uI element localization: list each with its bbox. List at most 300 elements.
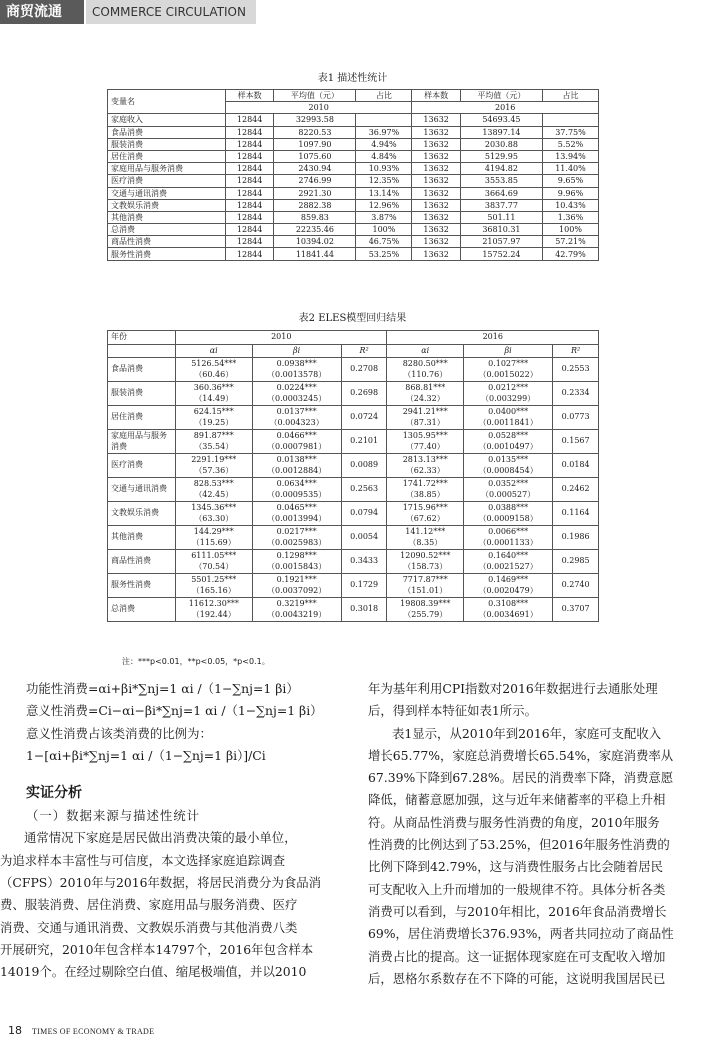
table2-sub-header-row [108, 345, 599, 358]
table1-cell: 12844 [225, 236, 273, 248]
table2-cell [464, 502, 553, 526]
text-line: 67.39%下降到67.28%。居民的消费率下降，消费意愿 [368, 770, 674, 786]
table2-row-name: 居住消费 [108, 406, 176, 430]
table2-se: （0.000527） [481, 489, 536, 499]
table2-coef: 0.3707 [561, 604, 590, 614]
table2-se: （87.31） [405, 417, 445, 427]
table2-se: （0.0015022） [478, 369, 538, 379]
table2-coef: 0.1298*** [276, 551, 317, 560]
table2-se: （0.0003245） [266, 393, 327, 403]
table1-year: 2016 [412, 102, 599, 114]
table1-cell: 13632 [412, 236, 460, 248]
table2-cell [464, 382, 553, 406]
table2-coef: 0.2698 [350, 388, 379, 398]
table2-coef: 2941.21*** [402, 407, 448, 416]
table1-row [108, 126, 599, 138]
table2-coef: 0.0938*** [276, 359, 317, 368]
table2-coef: 141.12*** [405, 527, 446, 536]
table2-row [108, 550, 599, 574]
table1-row [108, 187, 599, 199]
table2-cell [341, 358, 387, 382]
table2-cell [464, 478, 553, 502]
table1-cell: 8220.53 [274, 126, 356, 138]
table2-se: （24.32） [405, 393, 445, 403]
table2-coef: 0.0388*** [488, 503, 529, 512]
table2-coef: 891.87*** [193, 431, 234, 440]
table2-se: （0.0007981） [266, 441, 327, 451]
table2-se: （0.004323） [269, 417, 324, 427]
table2-coef: 0.0217*** [276, 527, 317, 536]
table1-cell: 13632 [412, 211, 460, 223]
table2-coef: 2291.19*** [191, 455, 237, 464]
table1-row [108, 175, 599, 187]
table2-cell [341, 406, 387, 430]
table1-cell: 食品消费 [108, 126, 226, 138]
table1-header-cell: 占比 [356, 90, 412, 102]
table2-cell [176, 550, 253, 574]
text-line: 为追求样本丰富性与可信度，本文选择家庭追踪调查 [0, 852, 285, 868]
table2-coef: 19808.39*** [400, 599, 451, 608]
table1-cell: 12844 [225, 150, 273, 162]
table2-cell [341, 574, 387, 598]
table1-cell: 21057.97 [460, 236, 542, 248]
table1-row [108, 199, 599, 211]
text-line: 69%，居住消费增长376.93%，两者共同拉动了商品性 [368, 926, 674, 942]
table1-cell: 12844 [225, 187, 273, 199]
table2-cell [464, 430, 553, 454]
table1-header-cell: 平均值（元） [274, 90, 356, 102]
table1-cell: 12844 [225, 199, 273, 211]
table2-coef: 0.0212*** [488, 383, 529, 392]
table2-coef: 0.2985 [561, 556, 590, 566]
table1-cell: 42.79% [542, 248, 598, 260]
table1-cell: 居住消费 [108, 150, 226, 162]
table1-cell: 13897.14 [460, 126, 542, 138]
table2-cell [553, 406, 599, 430]
table2-se: （63.30） [194, 513, 234, 523]
table2-se: （115.69） [191, 537, 236, 547]
table1-row [108, 236, 599, 248]
table2-cell [176, 502, 253, 526]
table2-cell [553, 550, 599, 574]
table2-coef: 0.2740 [561, 580, 590, 590]
table2-year-label: 年份 [108, 331, 176, 345]
page-number: 18 [8, 1024, 22, 1037]
table2-year: 2010 [176, 331, 387, 345]
table1-cell: 5129.95 [460, 150, 542, 162]
text-line: 降低，储蓄意愿加强，这与近年来储蓄率的平稳上升相 [368, 792, 666, 808]
table1-cell: 13632 [412, 224, 460, 236]
table2-se: （35.54） [194, 441, 234, 451]
table1-cell: 12844 [225, 126, 273, 138]
table2-sub-header: βi [252, 345, 341, 358]
table2-cell [387, 550, 464, 574]
table2-se: （0.0010497） [478, 441, 538, 451]
text-line: 增长65.77%，家庭总消费增长65.54%，家庭消费率从 [368, 747, 674, 763]
table1-cell: 13632 [412, 248, 460, 260]
table2-cell [553, 502, 599, 526]
table2-cell [387, 502, 464, 526]
table2-se: （0.0021527） [478, 561, 538, 571]
table1-cell: 服装消费 [108, 138, 226, 150]
table1-header-row [108, 90, 599, 102]
table2-se: （0.0043219） [266, 609, 327, 619]
table2-coef: 8280.50*** [402, 359, 448, 368]
table2-se: （67.62） [405, 513, 445, 523]
table1-cell: 12844 [225, 248, 273, 260]
table2-coef: 0.0352*** [488, 479, 529, 488]
table2-cell [464, 598, 553, 622]
table2-cell [252, 406, 341, 430]
table2-se: （0.0009535） [266, 489, 327, 499]
table2-coef: 0.0137*** [276, 407, 317, 416]
table2-coef: 7717.87*** [402, 575, 448, 584]
table1-cell: 9.65% [542, 175, 598, 187]
table2-coef: 0.3108*** [488, 599, 529, 608]
table1-cell: 12.35% [356, 175, 412, 187]
table2 [107, 330, 599, 622]
table1-row [108, 138, 599, 150]
table2-cell [252, 598, 341, 622]
table1-cell: 13.14% [356, 187, 412, 199]
page-footer [0, 1022, 705, 1043]
table1-cell: 4.94% [356, 138, 412, 150]
table2-se: （0.0015843） [266, 561, 327, 571]
table1-caption: 表1 描述性统计 [317, 73, 388, 84]
table2-coef: 624.15*** [193, 407, 234, 416]
table2-coef: 1345.36*** [191, 503, 237, 512]
table2-cell [341, 598, 387, 622]
table2-row-name: 商品性消费 [108, 550, 176, 574]
table1 [107, 89, 599, 261]
table2-coef: 0.0054 [350, 532, 379, 542]
table2-coef: 0.1640*** [488, 551, 529, 560]
text-line: 消费、交通与通讯消费、文教娱乐消费与其他消费八类 [0, 919, 298, 935]
table1-cell: 2430.94 [274, 163, 356, 175]
table1-row [108, 114, 599, 126]
table2-se: （0.0012884） [266, 465, 327, 475]
table2-se: （70.54） [194, 561, 234, 571]
table1-row [108, 248, 599, 260]
table2-coef: 0.2563 [350, 484, 379, 494]
table2-coef: 2813.13*** [402, 455, 448, 464]
table1-cell: 13632 [412, 150, 460, 162]
table2-cell [252, 454, 341, 478]
table2-cell [341, 550, 387, 574]
subsection-title: （一）数据来源与描述性统计 [26, 808, 201, 824]
table1-cell: 4194.82 [460, 163, 542, 175]
text-line: 符。从商品性消费与服务性消费的角度，2010年服务 [368, 814, 660, 830]
table2-row [108, 454, 599, 478]
table2-coef: 0.3018 [350, 604, 379, 614]
table1-cell: 5.52% [542, 138, 598, 150]
table2-row [108, 526, 599, 550]
formula-ratio-label: 意义性消费占该类消费的比例为： [26, 725, 212, 741]
table2-coef: 0.0528*** [488, 431, 529, 440]
table1-cell: 9.96% [542, 187, 598, 199]
table2-coef: 0.0138*** [276, 455, 317, 464]
text-line: 比例下降到42.79%，这与消费性服务占比会随着居民 [368, 859, 664, 875]
table1-cell: 服务性消费 [108, 248, 226, 260]
table1-cell: 13632 [412, 187, 460, 199]
table2-coef: 5501.25*** [191, 575, 237, 584]
table1-cell: 22235.46 [274, 224, 356, 236]
text-line: 通常情况下家庭是居民做出消费决策的最小单位， [24, 830, 297, 846]
table1-cell: 12844 [225, 114, 273, 126]
table1-cell: 文教娱乐消费 [108, 199, 226, 211]
table2-cell [176, 358, 253, 382]
table1-cell: 100% [542, 224, 598, 236]
table2-se: （19.25） [194, 417, 234, 427]
formula-ratio: 1−[αi+βi*∑nj=1 αi /（1−∑nj=1 βi）]/Ci [26, 747, 266, 763]
table2-se: （8.35） [408, 537, 443, 547]
table1-header-cell: 平均值（元） [460, 90, 542, 102]
table1-cell: 3.87% [356, 211, 412, 223]
table2-coef: 0.3219*** [276, 599, 317, 608]
table2-cell [553, 382, 599, 406]
table2-coef: 0.1921*** [276, 575, 317, 584]
table1-year: 2010 [225, 102, 412, 114]
table2-sub-header: αi [176, 345, 253, 358]
table2-cell [553, 430, 599, 454]
table2-cell [553, 574, 599, 598]
table2-cell [387, 598, 464, 622]
table2-coef: 0.0634*** [276, 479, 317, 488]
table2-se: （57.36） [194, 465, 234, 475]
section-label-en: COMMERCE CIRCULATION [86, 0, 256, 24]
table2-cell [341, 526, 387, 550]
table2-cell [341, 382, 387, 406]
table2-cell [553, 358, 599, 382]
table1-row [108, 163, 599, 175]
table1-cell: 36810.31 [460, 224, 542, 236]
table2-cell [387, 430, 464, 454]
table1-header-cell: 样本数 [225, 90, 273, 102]
table1-cell: 13632 [412, 199, 460, 211]
table2-se: （255.79） [403, 609, 448, 619]
table2-se: （110.76） [403, 369, 448, 379]
table2-row-name: 家庭用品与服务消费 [108, 430, 176, 454]
table2-coef: 0.0794 [350, 508, 379, 518]
text-line: 年为基年利用CPI指数对2016年数据进行去通胀处理 [368, 681, 658, 696]
table2-se: （77.40） [405, 441, 445, 451]
table2-se: （0.0034691） [478, 609, 538, 619]
table2-se: （14.49） [194, 393, 234, 403]
table2-coef: 0.1164 [561, 508, 590, 518]
table1-cell: 13632 [412, 163, 460, 175]
table2-year-row [108, 331, 599, 345]
table2-coef: 0.0089 [350, 460, 379, 470]
table2-coef: 0.0400*** [488, 407, 529, 416]
table2-row [108, 574, 599, 598]
table1-header-cell: 变量名 [108, 90, 226, 114]
table1-cell: 37.75% [542, 126, 598, 138]
right-column [368, 678, 705, 990]
text-line: （CFPS）2010年与2016年数据，将居民消费分为食品消 [0, 875, 322, 891]
table2-cell [464, 550, 553, 574]
table1-row [108, 211, 599, 223]
table2-coef: 0.1729 [350, 580, 379, 590]
table2-note: 注：***p<0.01，**p<0.05，*p<0.1。 [122, 657, 270, 666]
table2-coef: 868.81*** [405, 383, 446, 392]
table2-coef: 5126.54*** [191, 359, 237, 368]
table2-row-name: 食品消费 [108, 358, 176, 382]
table2-cell [252, 574, 341, 598]
table2-se: （0.0020479） [478, 585, 538, 595]
table2-cell [387, 526, 464, 550]
table1-header-cell: 占比 [542, 90, 598, 102]
table2-cell [252, 430, 341, 454]
table2-cell [252, 358, 341, 382]
table2-coef: 0.1567 [561, 436, 590, 446]
table1-cell: 12844 [225, 163, 273, 175]
table2-coef: 0.1986 [561, 532, 590, 542]
table1-cell: 46.75% [356, 236, 412, 248]
table1-cell: 2746.99 [274, 175, 356, 187]
table1-cell: 15752.24 [460, 248, 542, 260]
table2-coef: 144.29*** [193, 527, 234, 536]
table2-row-name: 其他消费 [108, 526, 176, 550]
table2-row-name: 医疗消费 [108, 454, 176, 478]
table1-cell: 1075.60 [274, 150, 356, 162]
table2-sub-header: R² [553, 345, 599, 358]
table1-cell [356, 114, 412, 126]
table2-cell [252, 550, 341, 574]
table2-cell [387, 406, 464, 430]
table2-coef: 0.0773 [561, 412, 590, 422]
table2-sub-header: αi [387, 345, 464, 358]
table1-cell: 总消费 [108, 224, 226, 236]
table2-cell [464, 406, 553, 430]
table2-row [108, 430, 599, 454]
table2-se: （0.0011841） [478, 417, 538, 427]
table2-cell [252, 502, 341, 526]
table1-cell: 其他消费 [108, 211, 226, 223]
right-paragraph [368, 678, 705, 990]
text-line: 表1显示，从2010年到2016年，家庭可支配收入 [392, 725, 662, 741]
table1-cell: 10.93% [356, 163, 412, 175]
table1-cell: 13632 [412, 114, 460, 126]
table1-cell: 11.40% [542, 163, 598, 175]
table2-cell [341, 478, 387, 502]
table2-cell [341, 502, 387, 526]
table2-se: （0.0037092） [266, 585, 327, 595]
table2-cell [176, 478, 253, 502]
formula-meaningful: 意义性消费=Ci−αi−βi*∑nj=1 αi /（1−∑nj=1 βi） [26, 703, 323, 719]
table1-cell: 2882.38 [274, 199, 356, 211]
table1-cell: 医疗消费 [108, 175, 226, 187]
table1-row [108, 150, 599, 162]
table2-cell [464, 358, 553, 382]
table1-cell: 501.11 [460, 211, 542, 223]
table1-header-cell: 样本数 [412, 90, 460, 102]
table1-cell: 10394.02 [274, 236, 356, 248]
table1-cell: 13.94% [542, 150, 598, 162]
table2-se: （42.45） [194, 489, 234, 499]
table2-coef: 0.0224*** [276, 383, 317, 392]
formula-functional: 功能性消费=αi+βi*∑nj=1 αi /（1−∑nj=1 βi） [26, 681, 299, 696]
table2-se: （0.003299） [481, 393, 536, 403]
table2-row [108, 478, 599, 502]
table2-cell [252, 526, 341, 550]
table2-cell [176, 574, 253, 598]
table2-cell [387, 358, 464, 382]
table1-cell: 1097.90 [274, 138, 356, 150]
table1-cell: 12844 [225, 211, 273, 223]
table2-cell [464, 574, 553, 598]
table2-cell [252, 478, 341, 502]
text-line: 后，得到样本特征如表1所示。 [368, 703, 537, 719]
table2-cell [341, 430, 387, 454]
table2-coef: 0.2553 [561, 364, 590, 374]
text-line: 开展研究，2010年包含样本14797个，2016年包含样本 [0, 941, 314, 957]
table1-cell: 3664.69 [460, 187, 542, 199]
table2-cell [341, 454, 387, 478]
table2-cell [176, 430, 253, 454]
table1-cell: 12844 [225, 138, 273, 150]
table2-se: （0.0013578） [266, 369, 327, 379]
table1-cell: 3837.77 [460, 199, 542, 211]
table2-year: 2016 [387, 331, 599, 345]
table1-cell: 交通与通讯消费 [108, 187, 226, 199]
table2-coef: 0.0135*** [488, 455, 529, 464]
table2-se: （158.73） [403, 561, 448, 571]
table2-cell [176, 454, 253, 478]
table2-coef: 1305.95*** [402, 431, 448, 440]
table2-cell [387, 574, 464, 598]
table2-coef: 0.0066*** [488, 527, 529, 536]
table2-se: （192.44） [191, 609, 236, 619]
table2-cell [553, 526, 599, 550]
section-title: 实证分析 [26, 785, 82, 802]
table2-coef: 0.1027*** [488, 359, 529, 368]
table1-cell: 53.25% [356, 248, 412, 260]
table2-coef: 0.0465*** [276, 503, 317, 512]
table1-cell: 家庭用品与服务消费 [108, 163, 226, 175]
table1-cell: 57.21% [542, 236, 598, 248]
table2-coef: 0.2708 [350, 364, 379, 374]
table1-cell: 家庭收入 [108, 114, 226, 126]
table2-se: （165.16） [191, 585, 236, 595]
table1-cell: 2030.88 [460, 138, 542, 150]
table2-coef: 360.36*** [193, 383, 234, 392]
table1-cell: 54693.45 [460, 114, 542, 126]
table1-cell: 32993.58 [274, 114, 356, 126]
table2-caption: 表2 ELES模型回归结果 [298, 313, 407, 324]
table2-row-name: 总消费 [108, 598, 176, 622]
table1-cell: 13632 [412, 126, 460, 138]
table2-coef: 12090.52*** [400, 551, 451, 560]
table2-row [108, 382, 599, 406]
table2-cell [252, 382, 341, 406]
left-column [0, 678, 340, 984]
journal-name: TIMES OF ECONOMY & TRADE [32, 1027, 155, 1036]
text-line: 消费占比的提高。这一证据体现家庭在可支配收入增加 [368, 948, 666, 964]
table2-cell [464, 454, 553, 478]
table1-cell: 36.97% [356, 126, 412, 138]
table2-coef: 0.3433 [350, 556, 379, 566]
table2-se: （62.33） [405, 465, 445, 475]
table1-cell: 12844 [225, 224, 273, 236]
table2-row-name: 服装消费 [108, 382, 176, 406]
table2-coef: 0.2462 [561, 484, 590, 494]
table2-cell [176, 598, 253, 622]
table2-row-name: 服务性消费 [108, 574, 176, 598]
table2-row [108, 598, 599, 622]
page-header [0, 0, 705, 26]
table2-se: （0.0008454） [478, 465, 538, 475]
table2-coef: 1741.72*** [402, 479, 448, 488]
